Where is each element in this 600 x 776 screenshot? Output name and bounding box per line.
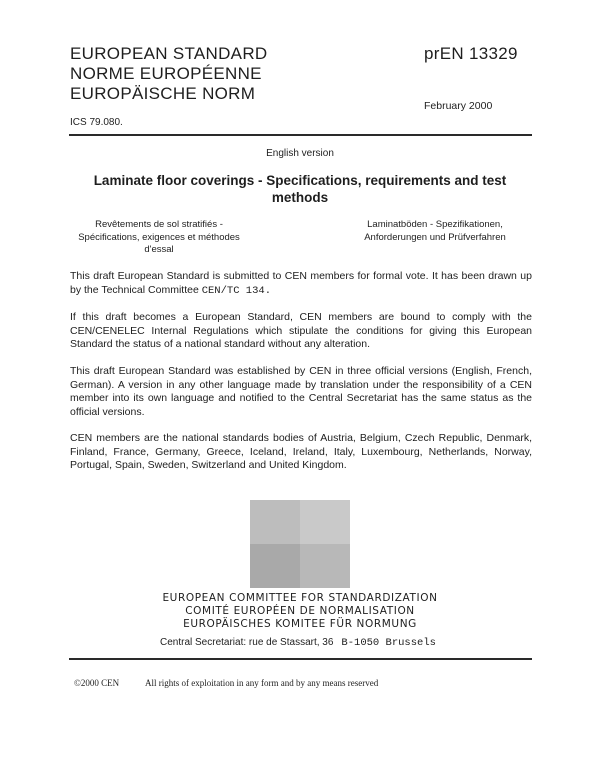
standard-name-fr: NORME EUROPÉENNE bbox=[70, 64, 262, 83]
paragraph-regulations: If this draft becomes a European Standard, CEN members are bound to comply with the CEN/CENELEC Internal Regulations which stipulate the conditions for giving this European Standard the status of a national standard without any alteration. bbox=[70, 311, 532, 350]
paragraph-vote bbox=[70, 270, 532, 298]
committee-name-en: EUROPEAN COMMITTEE FOR STANDARDIZATION bbox=[162, 592, 438, 604]
cen-logo bbox=[250, 500, 350, 588]
logo-quadrant bbox=[300, 544, 350, 588]
french-title: Revêtements de sol stratifiés - Spécifications, exigences et méthodes d'essal bbox=[78, 219, 240, 255]
paragraph-vote-text: This draft European Standard is submitted to CEN members for formal vote. It has been drawn up by the Technical Committee bbox=[70, 270, 532, 296]
technical-committee: CEN/TC 134. bbox=[201, 284, 272, 297]
committee-name-fr: COMITÉ EUROPÉEN DE NORMALISATION bbox=[185, 605, 415, 617]
secretariat-city: B-1050 Brussels bbox=[341, 637, 436, 649]
logo-quadrant bbox=[250, 500, 300, 544]
ics-code: ICS 79.080. bbox=[70, 117, 123, 128]
rights-notice: All rights of exploitation in any form and by any means reserved bbox=[145, 678, 379, 688]
header-divider bbox=[69, 134, 532, 136]
standard-names bbox=[70, 44, 267, 104]
copyright-notice: ©2000 CEN bbox=[74, 678, 120, 688]
committee-names bbox=[0, 592, 600, 631]
standard-name-de: EUROPÄISCHE NORM bbox=[70, 84, 256, 103]
paragraph-versions: This draft European Standard was established by CEN in three official versions (English, French, German). A version in any other language made by translation under the responsibility of a CEN member into its own language and notified to the Central Secretariat has the same status as the official versions. bbox=[70, 365, 532, 418]
secretariat-address bbox=[160, 637, 436, 649]
german-title: Laminatböden - Spezifikationen, Anforderungen und Prüfverfahren bbox=[364, 219, 506, 243]
logo-quadrant bbox=[300, 500, 350, 544]
footer-divider bbox=[69, 658, 532, 660]
committee-name-de: EUROPÄISCHES KOMITEE FÜR NORMUNG bbox=[183, 618, 417, 630]
secretariat-street: Central Secretariat: rue de Stassart, 36 bbox=[160, 637, 334, 648]
publication-date: February 2000 bbox=[424, 100, 493, 112]
paragraph-members: CEN members are the national standards bodies of Austria, Belgium, Czech Republic, Denmark, Finland, France, Germany, Greece, Iceland, Ireland, Italy, Luxembourg, Netherlands, Norway, Portugal, Spain, Sweden, Switzerland and United Kingdom. bbox=[70, 432, 532, 471]
logo-quadrant bbox=[250, 544, 300, 588]
standard-name-en: EUROPEAN STANDARD bbox=[70, 44, 268, 63]
document-number: prEN 13329 bbox=[424, 44, 518, 63]
document-title: Laminate floor coverings - Specifications, requirements and test methods bbox=[93, 173, 507, 205]
version-note: English version bbox=[266, 148, 334, 159]
